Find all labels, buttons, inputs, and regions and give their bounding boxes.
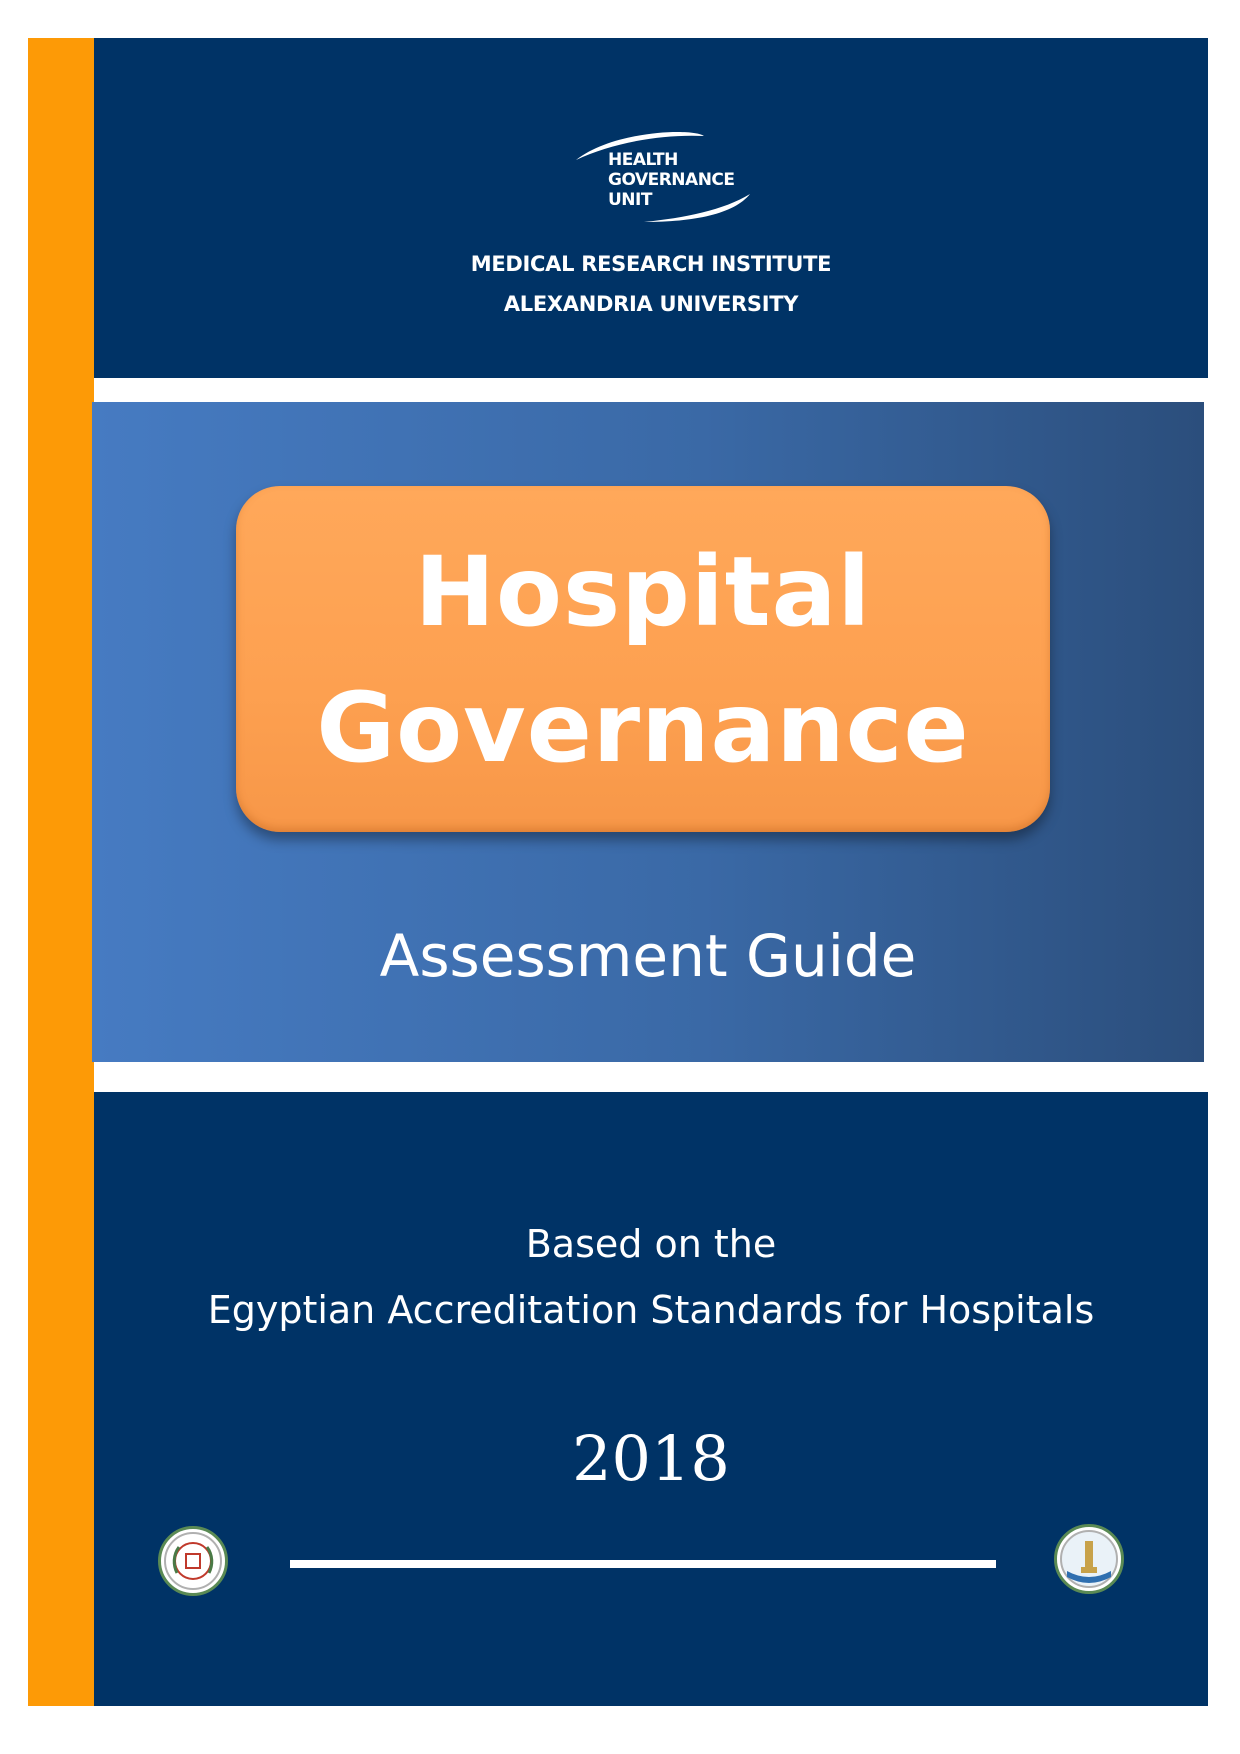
basis-line-2: Egyptian Accreditation Standards for Hospitals (207, 1288, 1095, 1332)
footer-panel (94, 1092, 1208, 1706)
subtitle: Assessment Guide (379, 922, 917, 990)
header-panel (94, 38, 1208, 378)
title-box (236, 486, 1050, 832)
publication-year: 2018 (572, 1422, 730, 1495)
hospital-seal-icon (158, 1526, 228, 1596)
health-governance-unit-logo (574, 130, 764, 230)
logo-text (608, 150, 735, 210)
logo-line-governance: GOVERNANCE (608, 170, 735, 190)
orange-spine (28, 38, 94, 1706)
title-line-1: Hospital (414, 536, 872, 648)
logo-line-unit: UNIT (608, 190, 652, 210)
alexandria-university-seal-icon (1054, 1524, 1124, 1594)
institute-name: MEDICAL RESEARCH INSTITUTE (470, 252, 832, 276)
title-panel (92, 402, 1204, 1062)
university-name: ALEXANDRIA UNIVERSITY (503, 292, 799, 316)
divider-line (290, 1560, 996, 1568)
logo-line-health: HEALTH (608, 150, 678, 170)
cover-page (28, 38, 1208, 1706)
title-line-2: Governance (316, 672, 970, 784)
basis-line-1: Based on the (525, 1222, 777, 1266)
